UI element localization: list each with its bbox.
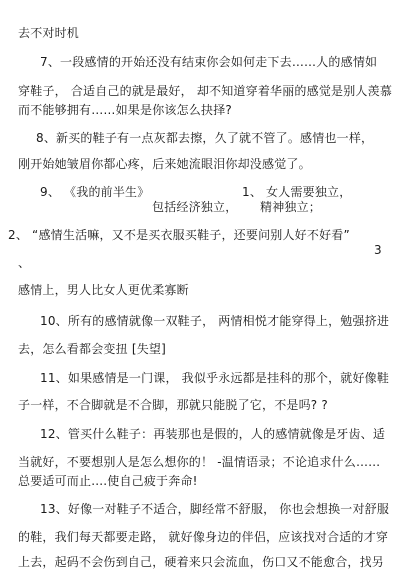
text-line: 3: [374, 243, 382, 257]
text-line: 2、 “感情生活嘛，又不是买衣服买鞋子，还要问别人好不好看”: [8, 228, 350, 242]
text-line: 13、好像一对鞋子不适合，脚经常不舒服， 你也会想换一对舒服: [40, 502, 390, 516]
text-line: 穿鞋子， 合适自己的就是最好， 却不知道穿着华丽的感觉是别人羡慕: [18, 84, 393, 98]
text-line: 、: [18, 256, 31, 270]
text-line: 上去，起码不会伤到自己，硬着来只会流血，伤口又不能愈合，找另: [18, 555, 385, 569]
text-line: 11、如果感情是一门课， 我似乎永远都是挂科的那个，就好像鞋: [40, 371, 390, 385]
text-line: 12、管买什么鞋子：再装那也是假的，人的感情就像是牙齿、适: [40, 427, 386, 441]
text-line: 10、所有的感情就像一双鞋子， 两情相悦才能穿得上，勉强挤进: [40, 314, 390, 328]
text-line: 总要适可而止....使自己疲于奔命!: [18, 474, 198, 488]
text-line: 包括经济独立，: [152, 200, 238, 214]
text-line: 当就好，不要想别人是怎么想你的！ -温情语录；不论追求什么……: [18, 455, 381, 469]
text-line: 去不对时机: [18, 26, 80, 40]
text-line: 子一样，不合脚就是不合脚，那就只能脱了它，不是吗? ?: [18, 398, 328, 412]
text-line: 去，怎么看都会变扭 [失望]: [18, 342, 166, 356]
text-line: 的鞋，我们每天都要走路， 就好像身边的伴侣，应该找对合适的才穿: [18, 530, 389, 544]
text-line: 而不能够拥有……如果是你该怎么抉择?: [18, 103, 232, 117]
text-line: 9、 《我的前半生》: [40, 185, 150, 199]
text-line: 刚开始她皱眉你都心疼，后来她流眼泪你却没感觉了。: [18, 157, 311, 171]
text-line: 8、新买的鞋子有一点灰都去擦，久了就不管了。感情也一样，: [36, 131, 374, 145]
text-line: 精神独立；: [260, 200, 322, 214]
text-line: 7、一段感情的开始还没有结束你会如何走下去……人的感情如: [40, 55, 378, 69]
text-line: 1、 女人需要独立，: [242, 185, 352, 199]
text-line: 感情上，男人比女人更优柔寡断: [18, 283, 189, 297]
